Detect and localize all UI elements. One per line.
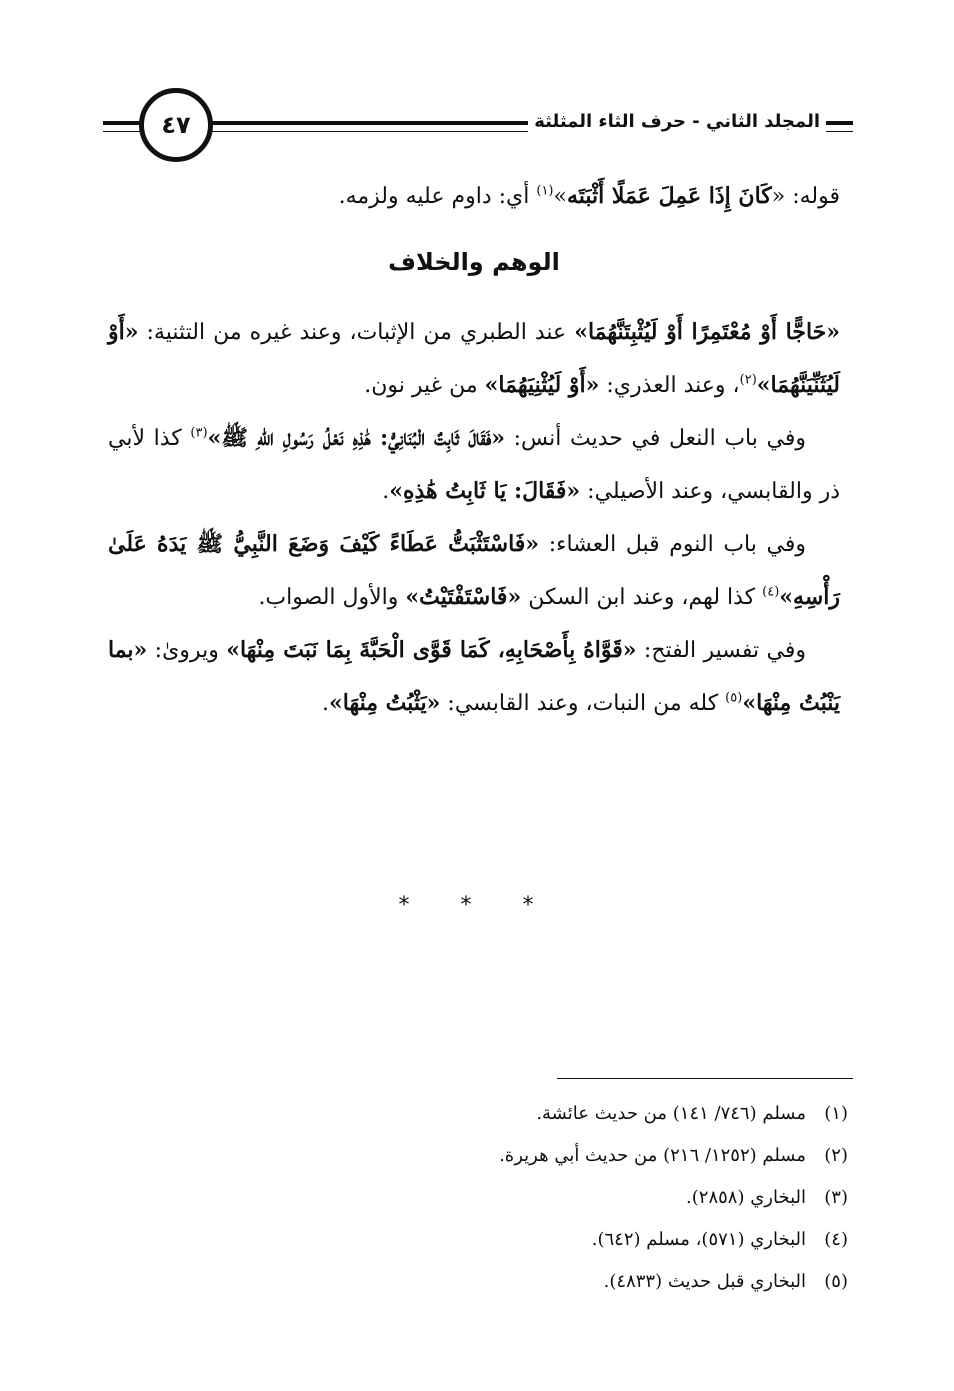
text: .: [382, 479, 390, 504]
section-heading: الوهم والخلاف: [388, 248, 560, 276]
footnote-text: مسلم (١٢٥٢/ ٢١٦) من حديث أبي هريرة.: [499, 1145, 806, 1166]
quote: «فَقَالَ: يَا ثَابِتُ هَٰذِهِ»: [389, 478, 581, 504]
intro-lead: قوله: «: [771, 184, 840, 209]
footnote-number: (٤): [824, 1229, 848, 1250]
text: من غير نون.: [364, 373, 485, 398]
footnote-item: [128, 1219, 848, 1261]
quote: «فَاسْتَثْبَتُّ عَطَاءً كَيْفَ وَضَعَ النَّبِيُّ ﷺ يَدَهُ عَلَىٰ رَأْسِهِ»: [108, 531, 840, 610]
footnote-item: [128, 1261, 848, 1303]
text: عند الطبري من الإثبات، وعند غيره من التثنية:: [138, 320, 575, 345]
page-number: ٤٧: [161, 111, 191, 139]
quote: «قَوَّاهُ بِأَصْحَابِهِ، كَمَا قَوَّى الْحَبَّةَ بِمَا نَبَتَ مِنْهَا»: [226, 637, 637, 663]
footnote-number: (١): [824, 1103, 848, 1124]
quote: «حَاجًّا أَوْ مُعْتَمِرًا أَوْ لَيُثْبِتَنَّهُمَا»: [574, 319, 840, 345]
footnotes-list: [128, 1093, 848, 1303]
footnote-text: مسلم (٧٤٦/ ١٤١) من حديث عائشة.: [536, 1103, 806, 1124]
text: وفي باب النوم قبل العشاء:: [539, 532, 806, 557]
footnote-number: (٢): [824, 1145, 848, 1166]
quote: «فَقَالَ ثَابِتٌ الْبُنَانِيُّ: هَٰذِهِ نَعْلُ رَسُولِ اللهِ ﷺ»: [207, 425, 505, 451]
intro-tail: أي: داوم عليه ولزمه.: [338, 184, 537, 209]
intro-line: [108, 170, 840, 223]
paragraph-4: [108, 624, 840, 730]
section-separator: * * *: [398, 893, 556, 918]
text: كذا لأبي ذر والقابسي، وعند الأصيلي:: [108, 426, 840, 504]
quote: «فَاسْتَفْتَيْتُ»: [405, 584, 522, 610]
footnote-text: البخاري (٥٧١)، مسلم (٦٤٢).: [591, 1229, 806, 1250]
page-number-badge: [139, 88, 213, 162]
intro-close: »: [553, 184, 567, 209]
footnote-ref-1[interactable]: (١): [536, 183, 554, 199]
quote: «يَثْبُتُ مِنْهَا»: [329, 690, 441, 716]
header-rule-left: [103, 121, 143, 125]
footnote-ref-3[interactable]: (٣): [190, 425, 208, 441]
footnote-ref-2[interactable]: (٢): [739, 372, 757, 388]
footnote-ref-5[interactable]: (٥): [725, 690, 743, 706]
footnote-ref-4[interactable]: (٤): [762, 584, 780, 600]
quote: «أَوْ لَيُثَنِّيَنَّهُمَا»: [108, 319, 840, 398]
text: ويروىٰ:: [147, 638, 227, 663]
header-rule-left-thin: [103, 131, 143, 132]
text: والأول الصواب.: [258, 585, 406, 610]
intro-quote: كَانَ إِذَا عَمِلَ عَمَلًا أَثْبَتَه: [566, 183, 772, 209]
footnote-number: (٥): [824, 1271, 848, 1292]
footnote-number: (٣): [824, 1187, 848, 1208]
main-text: [108, 306, 840, 730]
text: وفي باب النعل في حديث أنس:: [505, 426, 806, 451]
paragraph-2: [108, 412, 840, 518]
footnote-divider: [557, 1078, 853, 1079]
footnote-text: البخاري (٢٨٥٨).: [686, 1187, 806, 1208]
running-title: المجلد الثاني - حرف الثاء المثلثة: [528, 111, 826, 132]
quote: «أَوْ لَيُثْنِيَهُمَا»: [484, 372, 600, 398]
quote: «بما يَنْبُتُ مِنْهَا»: [108, 637, 840, 716]
text: ، وعند العذري:: [599, 373, 740, 398]
footnote-item: [128, 1177, 848, 1219]
text: كذا لهم، وعند ابن السكن: [521, 585, 763, 610]
paragraph-3: [108, 518, 840, 624]
footnote-text: البخاري قبل حديث (٤٨٣٣).: [603, 1271, 806, 1292]
text: وفي تفسير الفتح:: [636, 638, 806, 663]
paragraph-1: [108, 306, 840, 412]
text: .: [322, 691, 329, 716]
footnote-item: [128, 1135, 848, 1177]
text: كله من النبات، وعند القابسي:: [440, 691, 726, 716]
footnote-item: [128, 1093, 848, 1135]
